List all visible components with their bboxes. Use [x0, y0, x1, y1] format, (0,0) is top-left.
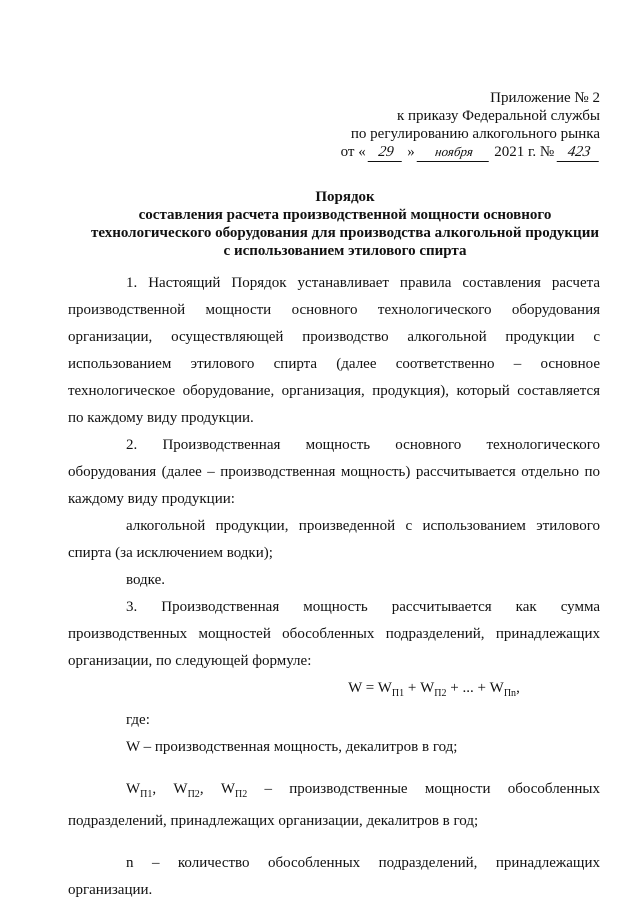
paragraph-2-item-1: алкогольной продукции, произведенной с использованием этилового спирта (за исключением водки); — [68, 518, 600, 561]
paragraph-3: 3. Производственная мощность рассчитывается как сумма производственных мощностей обособленных подразделений, принадлежащих организации, по следующей формуле: — [68, 599, 600, 669]
formula-sub-2: П2 — [434, 688, 447, 699]
capacity-formula — [68, 675, 600, 707]
definition-n: n – количество обособленных подразделений, принадлежащих организации. — [68, 855, 600, 898]
paragraph-2: 2. Производственная мощность основного технологического оборудования (далее – производственная мощность) рассчитывается отдельно по каждому виду продукции: — [68, 437, 600, 507]
formula-dots: + ... + W — [446, 680, 504, 696]
order-reference: к приказу Федеральной службы — [396, 108, 600, 124]
title-line-3: технологического оборудования для производства алкогольной продукции — [91, 225, 599, 241]
paragraph-2-item-2: водке. — [126, 572, 166, 588]
def-sub-2: П2 — [187, 789, 200, 800]
appendix-number: Приложение № 2 — [490, 90, 600, 106]
date-prefix: от « — [340, 144, 366, 160]
handwritten-month: ноября — [417, 143, 492, 162]
def-sub-1: П1 — [140, 789, 153, 800]
document-body — [68, 270, 600, 904]
formula-sub-n: Пn — [503, 688, 517, 699]
formula-sub-1: П1 — [391, 688, 405, 699]
title-line-1: Порядок — [315, 189, 375, 205]
definition-w: W – производственная мощность, декалитров в год; — [126, 739, 458, 755]
date-quote-close: » — [407, 144, 415, 160]
order-date-line — [341, 143, 600, 162]
document-title — [60, 188, 630, 260]
def-wp-text: – производственные мощности обособленных подразделений, принадлежащих организации, декалитров в год; — [68, 781, 600, 829]
title-line-2: составления расчета производственной мощности основного — [138, 207, 552, 223]
paragraph-1: 1. Настоящий Порядок устанавливает правила составления расчета производственной мощности основного технологического оборудования организации, осуществляющей производство алкогольной продукции с использованием этилового спирта (далее соответственно – основное технологическое оборудование, организация, продукция), который составляется по каждому виду продукции. — [68, 275, 600, 426]
date-year: 2021 г. № — [494, 144, 555, 160]
handwritten-day: 29 — [368, 143, 405, 162]
agency-name: по регулированию алкогольного рынка — [350, 126, 600, 142]
def-w2: , W — [152, 781, 188, 797]
handwritten-order-number: 423 — [557, 143, 602, 162]
def-w1: W — [126, 781, 141, 797]
formula-end: , — [516, 680, 520, 696]
def-sub-3: П2 — [234, 789, 248, 800]
title-line-4: с использованием этилового спирта — [223, 243, 467, 259]
definition-wp — [68, 776, 600, 835]
formula-plus: + W — [404, 680, 435, 696]
def-w3: , W — [199, 781, 235, 797]
appendix-header — [341, 89, 600, 162]
where-label: где: — [126, 712, 150, 728]
formula-lhs: W = W — [348, 680, 392, 696]
